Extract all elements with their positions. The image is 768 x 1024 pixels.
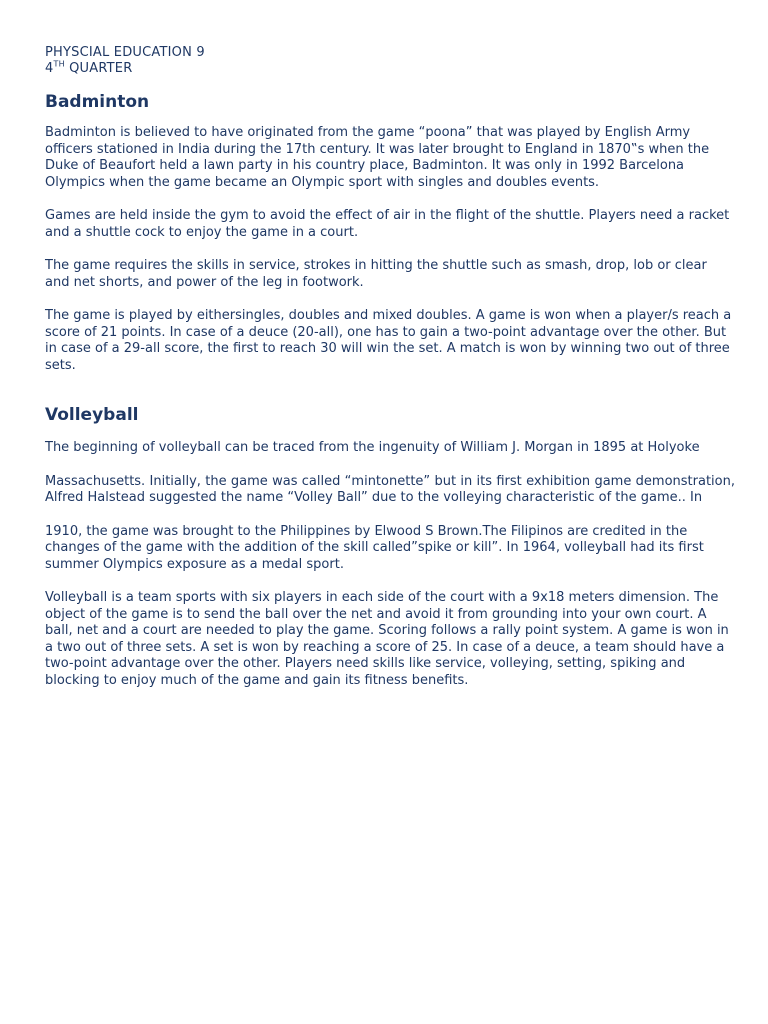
badminton-paragraph-origin: Badminton is believed to have originated from the game “poona” that was played by English Army officers stationed in India during the 17th century. It was later brought to England in 1870‟s when the Duke of Beaufort held a lawn party in his country place, Badminton. It was only in 1992 Barcelona Olympics when the game became an Olympic sport with singles and doubles events.: [45, 125, 710, 190]
quarter-number: 4: [45, 61, 54, 76]
badminton-heading: Badminton: [45, 92, 150, 112]
volleyball-paragraph-naming: Massachusetts. Initially, the game was called “mintonette” but in its first exhibition game demonstration, Alfred Halstead suggested the name “Volley Ball” due to the volleying characteristic of the game.. In: [45, 473, 735, 505]
volleyball-paragraph-philippines: 1910, the game was brought to the Philippines by Elwood S Brown.The Filipinos are credited in the changes of the game with the addition of the skill called”spike or kill”. In 1964, volleyball had its first summer Olympics exposure as a medal sport.: [45, 523, 704, 572]
course-title: PHYSCIAL EDUCATION 9: [45, 45, 205, 60]
quarter-ordinal-suffix: TH: [53, 59, 65, 69]
volleyball-heading: Volleyball: [45, 405, 139, 425]
volleyball-paragraph-origin: The beginning of volleyball can be traced from the ingenuity of William J. Morgan in 1895 at Holyoke: [45, 440, 700, 455]
badminton-paragraph-scoring: The game is played by eithersingles, doubles and mixed doubles. A game is won when a player/s reach a score of 21 points. In case of a deuce (20-all), one has to gain a two-point advantage over the other. But in case of a 29-all score, the first to reach 30 will win the set. A match is won by winning two out of three sets.: [45, 308, 732, 373]
badminton-paragraph-equipment: Games are held inside the gym to avoid the effect of air in the flight of the shuttle. Players need a racket and a shuttle cock to enjoy the game in a court.: [45, 208, 730, 240]
quarter-word: QUARTER: [64, 61, 133, 76]
badminton-paragraph-skills: The game requires the skills in service, strokes in hitting the shuttle such as smash, drop, lob or clear and net shorts, and power of the leg in footwork.: [45, 258, 707, 290]
document-page: [45, 45, 735, 689]
quarter-label: [45, 61, 735, 77]
volleyball-paragraph-rules: Volleyball is a team sports with six players in each side of the court with a 9x18 meters dimension. The object of the game is to send the ball over the net and avoid it from grounding into your own court. A ball, net and a court are needed to play the game. Scoring follows a rally point system. A game is won in a two out of three sets. A set is won by reaching a score of 25. In case of a deuce, a team should have a two-point advantage over the other. Players need skills like service, volleying, setting, spiking and blocking to enjoy much of the game and gain its fitness benefits.: [45, 590, 729, 688]
